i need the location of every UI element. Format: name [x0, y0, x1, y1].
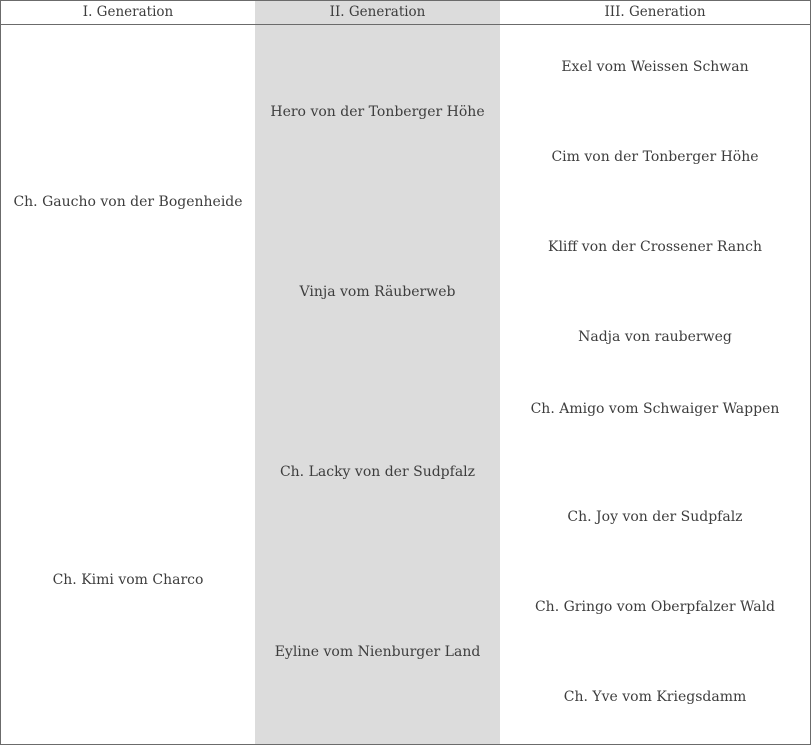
gen1-dam: Ch. Kimi vom Charco: [52, 572, 204, 588]
gen3-entry-6: Ch. Joy von der Sudpfalz: [567, 509, 743, 525]
gen3-entry-8: Ch. Yve vom Kriegsdamm: [563, 689, 747, 705]
table-header: [1, 1, 810, 25]
gen3-entry-7: Ch. Gringo vom Oberpfalzer Wald: [534, 599, 776, 615]
gen3-entry-4: Nadja von rauberweg: [578, 329, 732, 345]
gen2-entry-4: Eyline vom Nienburger Land: [274, 644, 481, 660]
gen2-entry-2: Vinja vom Räuberweb: [299, 284, 456, 300]
gen2-entry-1: Hero von der Tonberger Höhe: [270, 104, 485, 120]
gen2-entry-3: Ch. Lacky von der Sudpfalz: [279, 464, 476, 480]
gen3-entry-2: Cim von der Tonberger Höhe: [551, 149, 759, 165]
gen3-entry-1: Exel vom Weissen Schwan: [561, 59, 749, 75]
header-generation-1: I. Generation: [82, 4, 174, 20]
header-generation-2: II. Generation: [329, 4, 426, 20]
gen3-entry-3: Kliff von der Crossener Ranch: [547, 239, 763, 255]
gen1-sire: Ch. Gaucho von der Bogenheide: [13, 194, 243, 210]
gen3-entry-5: Ch. Amigo vom Schwaiger Wappen: [530, 401, 780, 417]
header-generation-3: III. Generation: [604, 4, 706, 20]
